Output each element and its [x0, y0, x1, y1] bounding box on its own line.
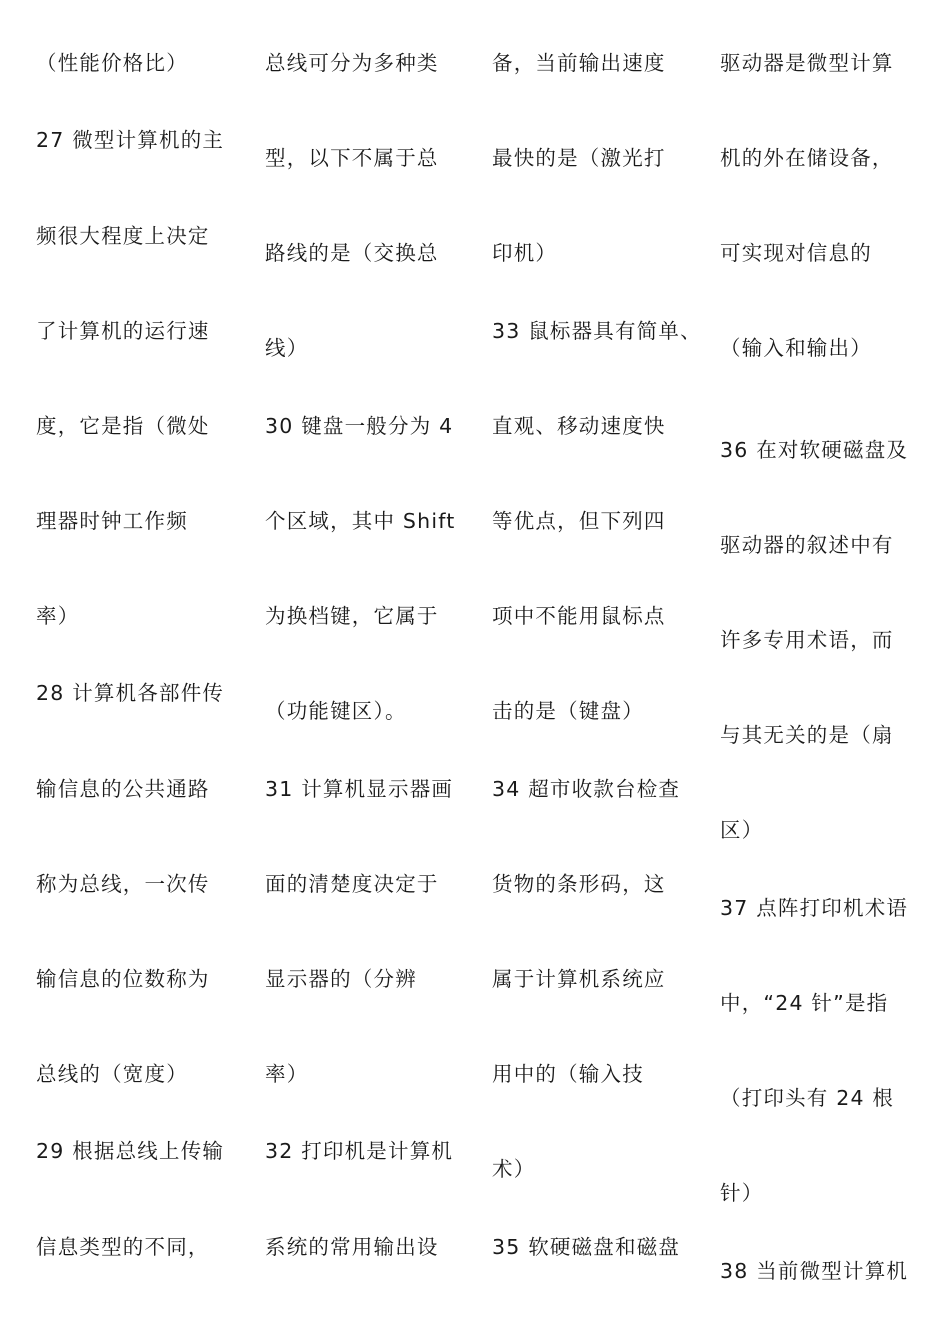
- text-line: 许多专用术语，而: [720, 628, 894, 652]
- text-line: 线）: [265, 336, 309, 360]
- text-line: （打印头有 24 根: [720, 1086, 895, 1110]
- text-line: 了计算机的运行速: [36, 319, 210, 343]
- text-line: 30 键盘一般分为 4: [265, 414, 454, 438]
- text-line: 36 在对软硬磁盘及: [720, 438, 909, 462]
- text-line: 用中的（输入技: [492, 1062, 644, 1086]
- text-line: 输信息的位数称为: [36, 967, 210, 991]
- text-line: 最快的是（激光打: [492, 146, 666, 170]
- text-line: 驱动器的叙述中有: [720, 533, 894, 557]
- text-line: 32 打印机是计算机: [265, 1139, 454, 1163]
- text-line: 27 微型计算机的主: [36, 128, 225, 152]
- text-line: 属于计算机系统应: [492, 967, 666, 991]
- text-line: （输入和输出）: [720, 336, 872, 360]
- text-line: 37 点阵打印机术语: [720, 896, 909, 920]
- text-line: 等优点，但下列四: [492, 509, 666, 533]
- text-line: 印机）: [492, 241, 558, 265]
- text-line: （功能键区）。: [265, 699, 407, 723]
- text-line: 38 当前微型计算机: [720, 1259, 909, 1283]
- text-line: 35 软硬磁盘和磁盘: [492, 1235, 681, 1259]
- text-line: 中，“24 针”是指: [720, 991, 889, 1015]
- text-line: 术）: [492, 1157, 536, 1181]
- text-line: 31 计算机显示器画: [265, 777, 454, 801]
- text-line: 区）: [720, 818, 764, 842]
- text-line: 显示器的（分辨: [265, 967, 417, 991]
- text-line: 针）: [720, 1181, 764, 1205]
- text-line: 29 根据总线上传输: [36, 1139, 225, 1163]
- text-line: 度，它是指（微处: [36, 414, 210, 438]
- text-line: 信息类型的不同，: [36, 1235, 210, 1259]
- text-line: 与其无关的是（扇: [720, 723, 894, 747]
- text-line: 项中不能用鼠标点: [492, 604, 666, 628]
- text-line: 机的外在储设备，: [720, 146, 894, 170]
- text-line: 个区域，其中 Shift: [265, 509, 456, 533]
- text-line: 率）: [265, 1062, 309, 1086]
- text-line: 可实现对信息的: [720, 241, 872, 265]
- text-line: 率）: [36, 604, 80, 628]
- text-line: 总线可分为多种类: [265, 51, 439, 75]
- text-line: 击的是（键盘）: [492, 699, 644, 723]
- text-line: 面的清楚度决定于: [265, 872, 439, 896]
- text-line: 为换档键，它属于: [265, 604, 439, 628]
- text-line: 频很大程度上决定: [36, 224, 210, 248]
- text-line: 型，以下不属于总: [265, 146, 439, 170]
- text-line: 货物的条形码，这: [492, 872, 666, 896]
- text-line: 系统的常用输出设: [265, 1235, 439, 1259]
- text-line: 备，当前输出速度: [492, 51, 666, 75]
- text-line: 理器时钟工作频: [36, 509, 188, 533]
- text-line: 总线的（宽度）: [36, 1062, 188, 1086]
- text-line: 称为总线，一次传: [36, 872, 210, 896]
- text-line: 路线的是（交换总: [265, 241, 439, 265]
- text-line: 驱动器是微型计算: [720, 51, 894, 75]
- text-line: 28 计算机各部件传: [36, 681, 225, 705]
- text-line: 输信息的公共通路: [36, 777, 210, 801]
- text-line: （性能价格比）: [36, 51, 188, 75]
- text-line: 34 超市收款台检查: [492, 777, 681, 801]
- text-line: 直观、移动速度快: [492, 414, 666, 438]
- text-line: 33 鼠标器具有简单、: [492, 319, 702, 343]
